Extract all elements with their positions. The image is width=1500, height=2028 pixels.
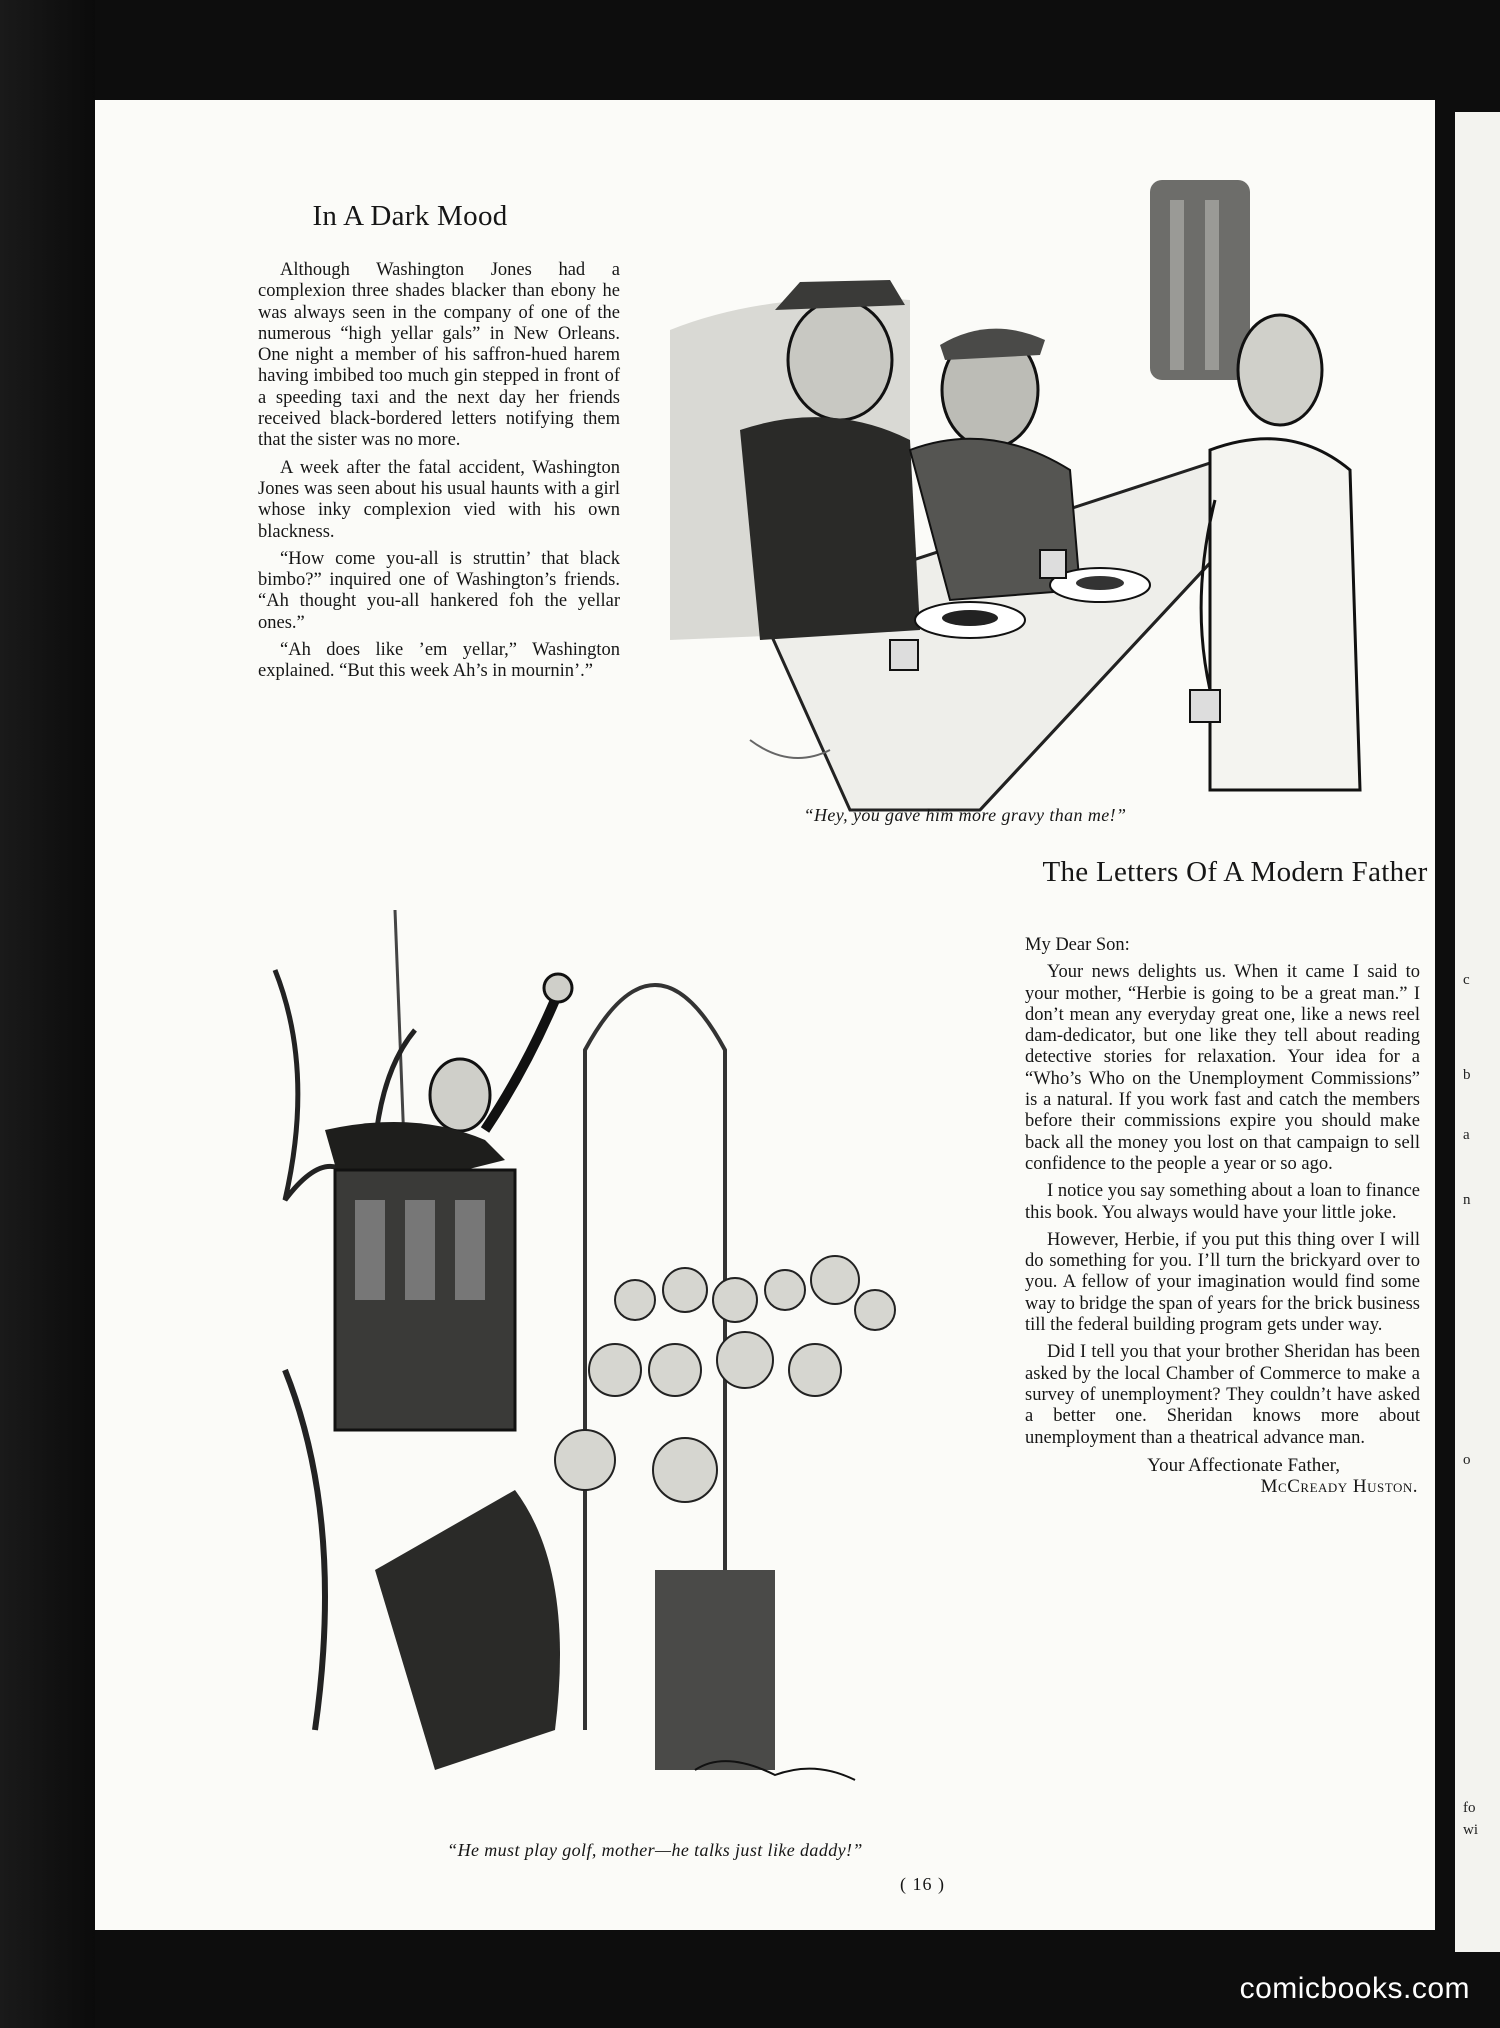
adjacent-page-fragment: b (1463, 1067, 1471, 1083)
article1-paragraph: A week after the fatal accident, Washington Jones was seen about his usual haunts with a girl whose inky complexion vied with his own blackness. (258, 457, 620, 542)
cartoon2-caption: “He must play golf, mother—he talks just like daddy!” (447, 1840, 863, 1860)
adjacent-page-fragment: o (1463, 1452, 1471, 1468)
article2-author: McCready Huston. (1260, 1476, 1418, 1498)
article2-paragraph: I notice you say something about a loan to finance this book. You always would have your little joke. (1025, 1181, 1420, 1223)
diner-cartoon-illustration (650, 170, 1370, 820)
adjacent-page-edge (1455, 112, 1500, 1952)
article2-closing: Your Affectionate Father, (1147, 1454, 1340, 1476)
scan-border-left (0, 0, 95, 2028)
article1-title: In A Dark Mood (312, 200, 508, 232)
adjacent-page-fragment: fo (1463, 1800, 1476, 1816)
article2-title: The Letters Of A Modern Father (1042, 856, 1428, 888)
adjacent-page-fragment: n (1463, 1192, 1471, 1208)
article2-paragraph: Your news delights us. When it came I said to your mother, “Herbie is going to be a great man.” I don’t mean any everyday great one, like a news reel dam-dedicator, but one like they tell about reading detective stories for relaxation. Your idea for a “Who’s Who on the Unemployment Commissions” is a natural. If you work fast and catch the members before their commissions expire you should make back all the money you lost on that campaign to sell confidence to the people a year or so ago. (1025, 962, 1420, 1174)
church-cartoon-illustration (255, 870, 915, 1830)
adjacent-page-fragment: c (1463, 972, 1470, 988)
watermark: comicbooks.com (1239, 1972, 1470, 2005)
article2-body (1025, 935, 1420, 1497)
article2-salutation: My Dear Son: (1025, 935, 1130, 955)
article1-body (258, 260, 620, 689)
article1-paragraph: “How come you-all is struttin’ that black bimbo?” inquired one of Washington’s friends. “Ah thought you-all hankered foh the yellar ones.” (258, 548, 620, 633)
adjacent-page-fragment: wi (1463, 1822, 1478, 1838)
adjacent-page-fragment: a (1463, 1127, 1470, 1143)
page-number: ( 16 ) (900, 1874, 945, 1894)
cartoon1-caption: “Hey, you gave him more gravy than me!” (803, 805, 1127, 825)
article1-paragraph: Although Washington Jones had a complexion three shades blacker than ebony he was always seen in the company of one of the numerous “high yellar gals” in New Orleans. One night a member of his saffron-hued harem having imbibed too much gin stepped in front of a speeding taxi and the next day her friends received black-bordered letters notifying them that the sister was no more. (258, 260, 620, 451)
article1-paragraph: “Ah does like ’em yellar,” Washington explained. “But this week Ah’s in mournin’.” (258, 640, 620, 682)
magazine-page (95, 100, 1435, 1930)
article2-paragraph: Did I tell you that your brother Sheridan has been asked by the local Chamber of Commerce to make a survey of unemployment? They couldn’t have asked a better one. Sheridan knows more about unemployment than a theatrical advance man. (1025, 1342, 1420, 1448)
article2-paragraph: However, Herbie, if you put this thing over I will do something for you. I’ll turn the brickyard over to you. A fellow of your imagination would find some way to bridge the span of years for the brick business till the federal building program gets under way. (1025, 1229, 1420, 1336)
